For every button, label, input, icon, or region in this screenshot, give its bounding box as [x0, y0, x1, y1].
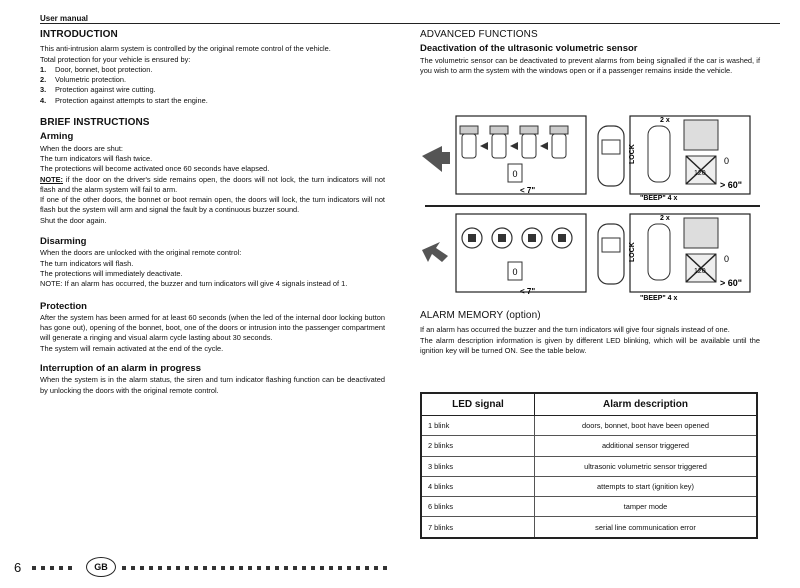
table-header-row — [421, 393, 757, 416]
deactivation-diagram-key — [420, 212, 760, 302]
protection-paragraph: After the system has been armed for at least 60 seconds (when the led of the internal door locking button has gone out), opening of the bonnet, boot, one of the doors or intrusion into the passenger compartment will generate a ringing and visual alarm cycle lasting about 30 seconds. — [40, 312, 385, 343]
advanced-title: ADVANCED FUNCTIONS — [420, 29, 538, 40]
alarm-table — [420, 392, 758, 539]
disarm-note: NOTE: If an alarm has occurred, the buzzer and turn indicators will give 4 signals instead of 1. — [40, 279, 348, 289]
times-2-label: 2 x — [660, 215, 670, 222]
header-rule — [40, 23, 780, 24]
disarming-title: Disarming — [40, 236, 87, 248]
arming-line: The protections will become activated once 60 seconds have elapsed. — [40, 164, 270, 174]
manual-header: User manual — [40, 14, 89, 23]
car-icon — [598, 126, 624, 186]
arming-line: When the doors are shut: — [40, 143, 123, 153]
table-row: 6 blinks tamper mode — [421, 497, 757, 517]
alarm-memory-paragraph-2: The alarm description information is given by different LED blinking, which will be available until the ignition key will be turned ON. See the table below. — [420, 335, 760, 355]
car-top-icon — [648, 224, 670, 280]
remote-control-icon — [460, 126, 568, 158]
list-item: 2. Volumetric protection. — [40, 75, 127, 85]
arming-paragraph: If one of the other doors, the bonnet or boot remain open, the doors will lock, the turn indicators will not flash but the system will arm and signal the fault by a continuous buzzer sound. — [40, 195, 385, 215]
deactivation-title: Deactivation of the ultrasonic volumetric sensor — [420, 43, 638, 55]
interruption-paragraph: When the system is in the alarm status, the siren and turn indicator flashing function can be deactivated by unlocking the doors with the original remote control. — [40, 375, 385, 395]
alarm-memory-title: ALARM MEMORY (option) — [420, 310, 541, 321]
diagram-time-7: < 7" — [520, 186, 536, 195]
diagram-120: 120 — [694, 170, 706, 177]
protection-list — [40, 65, 385, 106]
arrow-icon — [422, 242, 448, 262]
door-icon — [684, 218, 718, 248]
lock-label: LOCK — [629, 242, 636, 262]
page-number: 6 — [14, 560, 22, 575]
list-item: 1. Door, bonnet, boot protection. — [40, 64, 153, 74]
car-top-icon — [648, 126, 670, 182]
door-icon — [684, 120, 718, 150]
diagram-time-60: > 60" — [720, 180, 743, 190]
table-row: 4 blinks attempts to start (ignition key) — [421, 476, 757, 496]
disarm-line: The turn indicators will flash. — [40, 258, 134, 268]
times-2-label: 2 x — [660, 117, 670, 124]
ignition-key-icon — [462, 228, 572, 248]
footer-dots-left — [32, 566, 72, 570]
diagram-zero: 0 — [512, 169, 518, 179]
protection-paragraph: The system will remain activated at the end of the cycle. — [40, 343, 224, 353]
diagram-time-60: > 60" — [720, 278, 743, 288]
protection-title: Protection — [40, 300, 87, 312]
list-item: 4. Protection against attempts to start the engine. — [40, 95, 208, 105]
alarm-memory-paragraph: If an alarm has occurred the buzzer and the turn indicators will give four signals instead of one. — [420, 325, 730, 335]
arming-paragraph: Shut the door again. — [40, 215, 107, 225]
footer-dots-right — [122, 566, 387, 570]
diagram-separator — [425, 205, 760, 207]
car-icon — [598, 224, 624, 284]
lock-label: LOCK — [629, 144, 636, 164]
arrow-icon — [422, 146, 450, 172]
diagram-zero-2: 0 — [724, 254, 730, 264]
arming-line: The turn indicators will flash twice. — [40, 153, 153, 163]
table-row: 1 blink doors, bonnet, boot have been opened — [421, 416, 757, 436]
diagram-time-7: < 7" — [520, 287, 536, 296]
beep-label: "BEEP" 4 x — [640, 195, 678, 202]
beep-label: "BEEP" 4 x — [640, 295, 678, 302]
diagram-zero: 0 — [512, 267, 518, 277]
table-row: 2 blinks additional sensor triggered — [421, 436, 757, 456]
table-row: 7 blinks serial line communication error — [421, 517, 757, 538]
col-alarm-description: Alarm description — [535, 393, 758, 416]
intro-title: INTRODUCTION — [40, 29, 118, 40]
arming-note: NOTE: if the door on the driver's side remains open, the doors will not lock, the turn indicators will not flash and the alarm system will fail to arm. — [40, 174, 385, 194]
left-column — [40, 30, 385, 396]
table-row: 3 blinks ultrasonic volumetric sensor triggered — [421, 456, 757, 476]
intro-paragraph: This anti-intrusion alarm system is controlled by the original remote control of the vehicle. — [40, 44, 331, 54]
brief-title: BRIEF INSTRUCTIONS — [40, 117, 150, 129]
list-item: 3. Protection against wire cutting. — [40, 85, 156, 95]
language-badge: GB — [86, 557, 116, 577]
diagram-zero-2: 0 — [724, 156, 730, 166]
interruption-title: Interruption of an alarm in progress — [40, 363, 201, 375]
deactivation-diagram-remote — [420, 114, 760, 202]
deactivation-paragraph: The volumetric sensor can be deactivated to prevent alarms from being signalled if the car is washed, if you wish to arm the system with the windows open or if a passenger remains inside the vehicle. — [420, 55, 760, 75]
intro-paragraph-2: Total protection for your vehicle is ensured by: — [40, 54, 191, 64]
disarm-line: The protections will immediately deactivate. — [40, 268, 183, 278]
disarm-line: When the doors are unlocked with the original remote control: — [40, 248, 242, 258]
alarm-memory-section — [420, 311, 760, 356]
arming-title: Arming — [40, 131, 74, 143]
diagram-120: 120 — [694, 268, 706, 275]
col-led-signal: LED signal — [421, 393, 535, 416]
right-column — [420, 30, 760, 76]
